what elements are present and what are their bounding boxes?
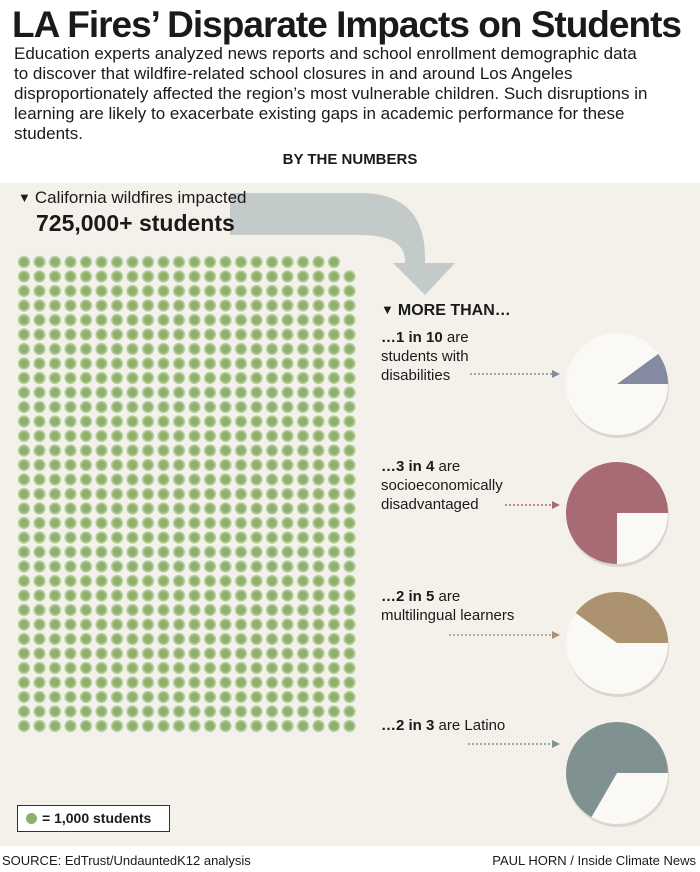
impact-total: 725,000+ students	[36, 210, 235, 236]
credit-note: PAUL HORN / Inside Climate News	[492, 853, 696, 868]
triangle-down-icon: ▼	[381, 302, 394, 317]
arrowhead-icon	[552, 631, 560, 639]
arrowhead-icon	[552, 501, 560, 509]
legend-dot-icon	[26, 813, 37, 824]
legend-text: = 1,000 students	[42, 810, 152, 826]
source-note: SOURCE: EdTrust/UndauntedK12 analysis	[2, 853, 251, 868]
stat-ratio: …2 in 5	[381, 588, 435, 605]
more-than-text: MORE THAN…	[397, 302, 511, 319]
stat-text: are socioeconomically disadvantaged	[381, 458, 503, 513]
impact-line1-text: California wildfires impacted	[34, 188, 247, 207]
page-title: LA Fires’ Disparate Impacts on Students	[12, 4, 681, 45]
stat-ratio: …2 in 3	[381, 717, 435, 734]
stat-ratio: …3 in 4	[381, 458, 435, 475]
legend	[17, 805, 170, 832]
stat-text: are students with disabilities	[381, 329, 469, 384]
arrowhead-icon	[552, 740, 560, 748]
stat-text: are multilingual learners	[381, 588, 515, 624]
stat-ratio: …1 in 10	[381, 329, 443, 346]
arrowhead-icon	[552, 370, 560, 378]
triangle-down-icon: ▼	[18, 190, 31, 205]
section-heading: BY THE NUMBERS	[282, 151, 418, 168]
stat-text: are Latino	[438, 717, 506, 734]
intro-text: Education experts analyzed news reports and school enrollment demographic data to discover that wildfire-related school closures in and around Los Angeles disproportionately affected the region’s most vulnerable children. Such disruptions in learning are likely to exacerbate existing gaps in academic performance for these students.	[14, 44, 648, 143]
